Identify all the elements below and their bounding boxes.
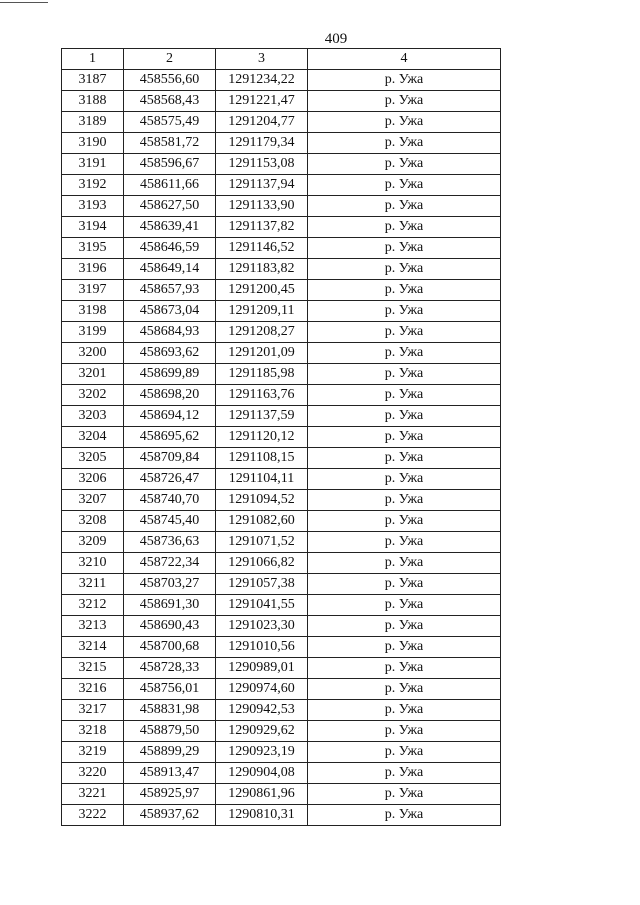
location-cell: р. Ужа — [308, 490, 501, 511]
x-coordinate-cell: 458726,47 — [124, 469, 216, 490]
x-coordinate-cell: 458728,33 — [124, 658, 216, 679]
table-row — [62, 637, 501, 658]
point-number-cell: 3191 — [62, 154, 124, 175]
x-coordinate-cell: 458709,84 — [124, 448, 216, 469]
y-coordinate-cell: 1291057,38 — [216, 574, 308, 595]
table-row — [62, 91, 501, 112]
coordinates-table — [61, 48, 501, 826]
y-coordinate-cell: 1290929,62 — [216, 721, 308, 742]
table-row — [62, 700, 501, 721]
location-cell: р. Ужа — [308, 595, 501, 616]
table-body — [62, 70, 501, 826]
table-row — [62, 280, 501, 301]
location-cell: р. Ужа — [308, 658, 501, 679]
column-header-2: 2 — [124, 49, 216, 70]
location-cell: р. Ужа — [308, 784, 501, 805]
x-coordinate-cell: 458736,63 — [124, 532, 216, 553]
y-coordinate-cell: 1291120,12 — [216, 427, 308, 448]
point-number-cell: 3215 — [62, 658, 124, 679]
table-row — [62, 301, 501, 322]
y-coordinate-cell: 1291221,47 — [216, 91, 308, 112]
y-coordinate-cell: 1291185,98 — [216, 364, 308, 385]
location-cell: р. Ужа — [308, 217, 501, 238]
point-number-cell: 3197 — [62, 280, 124, 301]
table-row — [62, 616, 501, 637]
point-number-cell: 3200 — [62, 343, 124, 364]
x-coordinate-cell: 458937,62 — [124, 805, 216, 826]
location-cell: р. Ужа — [308, 343, 501, 364]
point-number-cell: 3195 — [62, 238, 124, 259]
table-row — [62, 112, 501, 133]
location-cell: р. Ужа — [308, 238, 501, 259]
x-coordinate-cell: 458556,60 — [124, 70, 216, 91]
table-row — [62, 343, 501, 364]
table-row — [62, 490, 501, 511]
y-coordinate-cell: 1291200,45 — [216, 280, 308, 301]
y-coordinate-cell: 1291010,56 — [216, 637, 308, 658]
point-number-cell: 3189 — [62, 112, 124, 133]
y-coordinate-cell: 1291153,08 — [216, 154, 308, 175]
table-row — [62, 784, 501, 805]
x-coordinate-cell: 458690,43 — [124, 616, 216, 637]
location-cell: р. Ужа — [308, 175, 501, 196]
x-coordinate-cell: 458703,27 — [124, 574, 216, 595]
location-cell: р. Ужа — [308, 721, 501, 742]
point-number-cell: 3221 — [62, 784, 124, 805]
table-row — [62, 658, 501, 679]
y-coordinate-cell: 1290810,31 — [216, 805, 308, 826]
point-number-cell: 3210 — [62, 553, 124, 574]
y-coordinate-cell: 1291137,59 — [216, 406, 308, 427]
table-row — [62, 469, 501, 490]
table-row — [62, 175, 501, 196]
point-number-cell: 3216 — [62, 679, 124, 700]
x-coordinate-cell: 458695,62 — [124, 427, 216, 448]
x-coordinate-cell: 458639,41 — [124, 217, 216, 238]
y-coordinate-cell: 1290861,96 — [216, 784, 308, 805]
table-row — [62, 196, 501, 217]
location-cell: р. Ужа — [308, 301, 501, 322]
location-cell: р. Ужа — [308, 700, 501, 721]
y-coordinate-cell: 1290989,01 — [216, 658, 308, 679]
table-row — [62, 154, 501, 175]
y-coordinate-cell: 1291023,30 — [216, 616, 308, 637]
x-coordinate-cell: 458691,30 — [124, 595, 216, 616]
location-cell: р. Ужа — [308, 532, 501, 553]
point-number-cell: 3209 — [62, 532, 124, 553]
location-cell: р. Ужа — [308, 91, 501, 112]
column-header-1: 1 — [62, 49, 124, 70]
table-row — [62, 427, 501, 448]
point-number-cell: 3202 — [62, 385, 124, 406]
location-cell: р. Ужа — [308, 385, 501, 406]
table-row — [62, 70, 501, 91]
point-number-cell: 3206 — [62, 469, 124, 490]
point-number-cell: 3217 — [62, 700, 124, 721]
x-coordinate-cell: 458581,72 — [124, 133, 216, 154]
point-number-cell: 3199 — [62, 322, 124, 343]
x-coordinate-cell: 458646,59 — [124, 238, 216, 259]
y-coordinate-cell: 1291041,55 — [216, 595, 308, 616]
y-coordinate-cell: 1291137,94 — [216, 175, 308, 196]
table-row — [62, 238, 501, 259]
point-number-cell: 3194 — [62, 217, 124, 238]
x-coordinate-cell: 458568,43 — [124, 91, 216, 112]
point-number-cell: 3192 — [62, 175, 124, 196]
point-number-cell: 3213 — [62, 616, 124, 637]
location-cell: р. Ужа — [308, 637, 501, 658]
corner-rule — [0, 2, 48, 3]
x-coordinate-cell: 458831,98 — [124, 700, 216, 721]
y-coordinate-cell: 1291234,22 — [216, 70, 308, 91]
y-coordinate-cell: 1291204,77 — [216, 112, 308, 133]
table-row — [62, 553, 501, 574]
location-cell: р. Ужа — [308, 364, 501, 385]
x-coordinate-cell: 458899,29 — [124, 742, 216, 763]
location-cell: р. Ужа — [308, 511, 501, 532]
table-row — [62, 259, 501, 280]
location-cell: р. Ужа — [308, 154, 501, 175]
point-number-cell: 3207 — [62, 490, 124, 511]
location-cell: р. Ужа — [308, 133, 501, 154]
table-row — [62, 385, 501, 406]
x-coordinate-cell: 458627,50 — [124, 196, 216, 217]
location-cell: р. Ужа — [308, 679, 501, 700]
table-row — [62, 511, 501, 532]
y-coordinate-cell: 1291183,82 — [216, 259, 308, 280]
column-header-3: 3 — [216, 49, 308, 70]
table-row — [62, 679, 501, 700]
x-coordinate-cell: 458649,14 — [124, 259, 216, 280]
location-cell: р. Ужа — [308, 469, 501, 490]
x-coordinate-cell: 458722,34 — [124, 553, 216, 574]
y-coordinate-cell: 1291066,82 — [216, 553, 308, 574]
location-cell: р. Ужа — [308, 322, 501, 343]
point-number-cell: 3212 — [62, 595, 124, 616]
y-coordinate-cell: 1290974,60 — [216, 679, 308, 700]
x-coordinate-cell: 458925,97 — [124, 784, 216, 805]
table-row — [62, 133, 501, 154]
y-coordinate-cell: 1291082,60 — [216, 511, 308, 532]
y-coordinate-cell: 1291208,27 — [216, 322, 308, 343]
y-coordinate-cell: 1290923,19 — [216, 742, 308, 763]
location-cell: р. Ужа — [308, 616, 501, 637]
table-row — [62, 763, 501, 784]
table-row — [62, 595, 501, 616]
y-coordinate-cell: 1291094,52 — [216, 490, 308, 511]
x-coordinate-cell: 458756,01 — [124, 679, 216, 700]
point-number-cell: 3196 — [62, 259, 124, 280]
y-coordinate-cell: 1291201,09 — [216, 343, 308, 364]
point-number-cell: 3211 — [62, 574, 124, 595]
y-coordinate-cell: 1291146,52 — [216, 238, 308, 259]
x-coordinate-cell: 458611,66 — [124, 175, 216, 196]
y-coordinate-cell: 1290942,53 — [216, 700, 308, 721]
location-cell: р. Ужа — [308, 259, 501, 280]
x-coordinate-cell: 458694,12 — [124, 406, 216, 427]
table-row — [62, 532, 501, 553]
point-number-cell: 3204 — [62, 427, 124, 448]
point-number-cell: 3198 — [62, 301, 124, 322]
point-number-cell: 3222 — [62, 805, 124, 826]
location-cell: р. Ужа — [308, 70, 501, 91]
page-number: 409 — [324, 31, 348, 47]
x-coordinate-cell: 458879,50 — [124, 721, 216, 742]
point-number-cell: 3218 — [62, 721, 124, 742]
column-header-4: 4 — [308, 49, 501, 70]
x-coordinate-cell: 458740,70 — [124, 490, 216, 511]
y-coordinate-cell: 1291137,82 — [216, 217, 308, 238]
point-number-cell: 3205 — [62, 448, 124, 469]
table-row — [62, 721, 501, 742]
x-coordinate-cell: 458693,62 — [124, 343, 216, 364]
point-number-cell: 3214 — [62, 637, 124, 658]
location-cell: р. Ужа — [308, 742, 501, 763]
point-number-cell: 3203 — [62, 406, 124, 427]
table-row — [62, 805, 501, 826]
location-cell: р. Ужа — [308, 763, 501, 784]
x-coordinate-cell: 458700,68 — [124, 637, 216, 658]
location-cell: р. Ужа — [308, 553, 501, 574]
location-cell: р. Ужа — [308, 805, 501, 826]
table-row — [62, 406, 501, 427]
x-coordinate-cell: 458673,04 — [124, 301, 216, 322]
y-coordinate-cell: 1291108,15 — [216, 448, 308, 469]
table-row — [62, 322, 501, 343]
table-row — [62, 217, 501, 238]
x-coordinate-cell: 458699,89 — [124, 364, 216, 385]
y-coordinate-cell: 1291179,34 — [216, 133, 308, 154]
x-coordinate-cell: 458575,49 — [124, 112, 216, 133]
x-coordinate-cell: 458913,47 — [124, 763, 216, 784]
location-cell: р. Ужа — [308, 427, 501, 448]
table-row — [62, 574, 501, 595]
point-number-cell: 3219 — [62, 742, 124, 763]
location-cell: р. Ужа — [308, 574, 501, 595]
location-cell: р. Ужа — [308, 196, 501, 217]
x-coordinate-cell: 458684,93 — [124, 322, 216, 343]
location-cell: р. Ужа — [308, 280, 501, 301]
location-cell: р. Ужа — [308, 112, 501, 133]
y-coordinate-cell: 1290904,08 — [216, 763, 308, 784]
location-cell: р. Ужа — [308, 406, 501, 427]
point-number-cell: 3187 — [62, 70, 124, 91]
y-coordinate-cell: 1291104,11 — [216, 469, 308, 490]
point-number-cell: 3193 — [62, 196, 124, 217]
x-coordinate-cell: 458657,93 — [124, 280, 216, 301]
y-coordinate-cell: 1291071,52 — [216, 532, 308, 553]
point-number-cell: 3208 — [62, 511, 124, 532]
point-number-cell: 3201 — [62, 364, 124, 385]
x-coordinate-cell: 458596,67 — [124, 154, 216, 175]
table-header-row — [62, 49, 501, 70]
point-number-cell: 3220 — [62, 763, 124, 784]
x-coordinate-cell: 458745,40 — [124, 511, 216, 532]
table-row — [62, 448, 501, 469]
y-coordinate-cell: 1291163,76 — [216, 385, 308, 406]
y-coordinate-cell: 1291133,90 — [216, 196, 308, 217]
table-row — [62, 742, 501, 763]
x-coordinate-cell: 458698,20 — [124, 385, 216, 406]
point-number-cell: 3190 — [62, 133, 124, 154]
table-row — [62, 364, 501, 385]
y-coordinate-cell: 1291209,11 — [216, 301, 308, 322]
location-cell: р. Ужа — [308, 448, 501, 469]
point-number-cell: 3188 — [62, 91, 124, 112]
